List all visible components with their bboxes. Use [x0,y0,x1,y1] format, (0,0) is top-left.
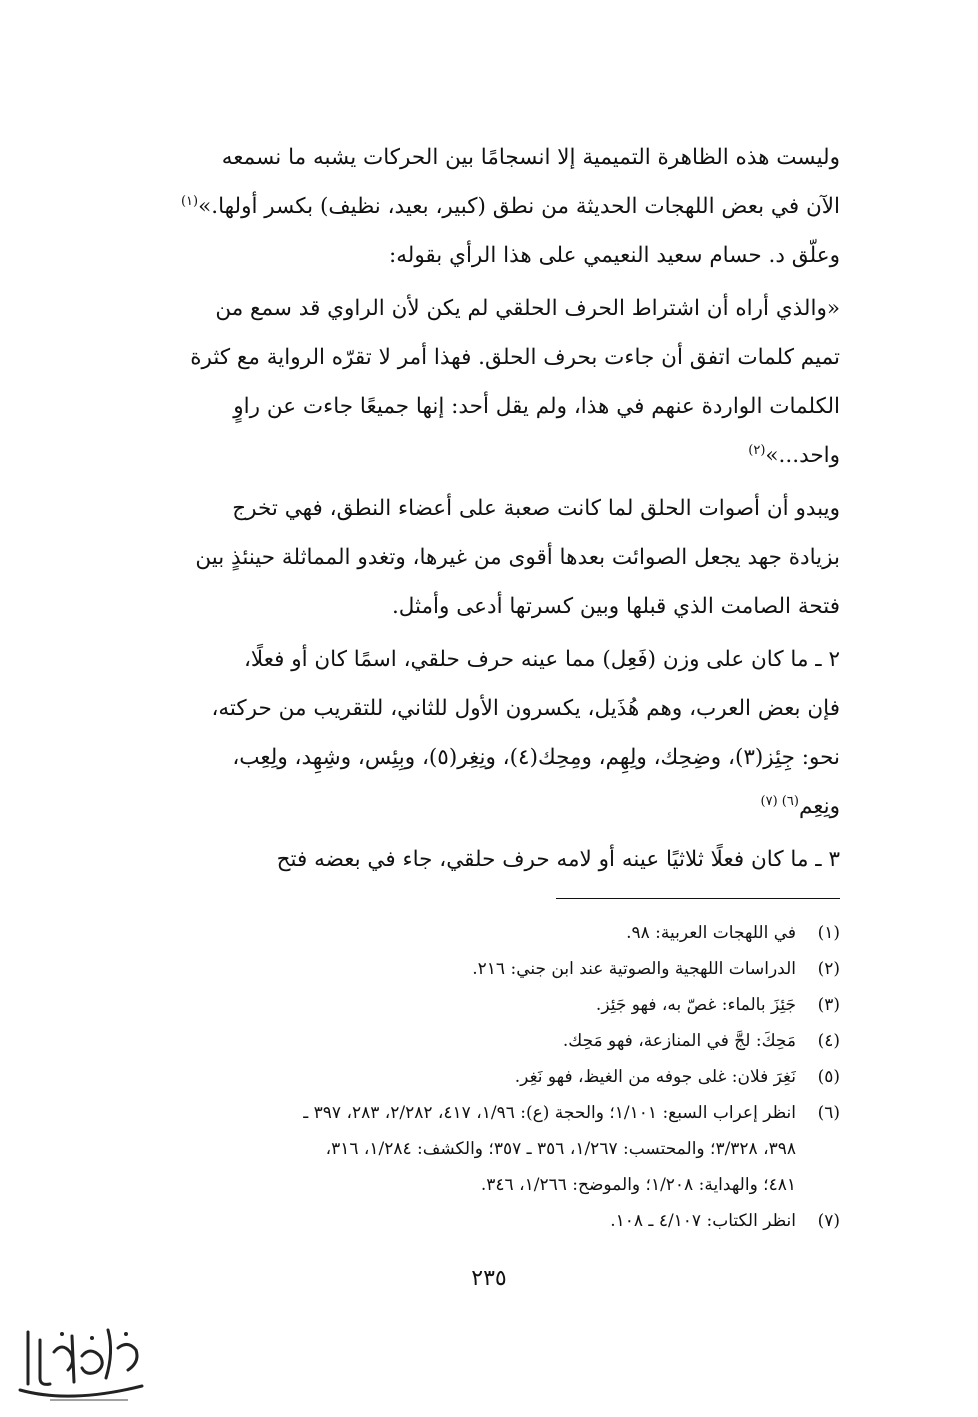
footnote-ref-2: (٢) [748,442,766,458]
footnote-number: (٢) [817,959,840,979]
footnote-5 [118,1059,840,1095]
footnote-ref-6-7: (٦) (٧) [760,793,799,809]
paragraph-3-quote [118,284,840,480]
text-line: الآن في بعض اللهجات الحديثة من نطق (كبير، بعيد، نظيف) بكسر أولها.»$^{(١)}$ [180,193,840,219]
text-line: بزيادة جهد يجعل الصوائت بعدها أقوى من غيرها، وتغدو المماثلة حينئذٍ بين [195,545,840,570]
footnote-number: (٦) [817,1103,840,1123]
text-line: ونِعِم$^{(٦) (٧)}$ [760,793,840,819]
footnote-number: (٣) [817,995,840,1015]
footnote-text: انظر إعراب السبع: ١/١٠١؛ والحجة (ع): ١/٩٦، ٤١٧، ٢/٢٨٢، ٢٨٣، ٣٩٧ ـ [303,1103,796,1123]
text-line: ويبدو أن أصوات الحلق لما كانت صعبة على أعضاء النطق، فهي تخرج [232,496,840,521]
text-line: فإن بعض العرب، وهم هُذَيل، يكسرون الأول للثاني، للتقريب من حركته، [211,696,840,721]
text-line: وليست هذه الظاهرة التميمية إلا انسجامًا بين الحركات يشبه ما نسمعه [221,145,840,170]
footnote-number: (٥) [817,1067,840,1087]
footnote-text: انظر الكتاب: ٤/١٠٧ ـ ١٠٨. [610,1211,796,1231]
footnote-number: (٧) [817,1211,840,1231]
paragraph-6 [118,684,840,831]
footnote-text: مَحِكَ: لجَّ في المنازعة، فهو مَحِك. [562,1031,796,1051]
text-line: «والذي أراه أن اشتراط الحرف الحلقي لم يكن لأن الراوي قد سمع من [215,296,840,321]
footnote-text: ٤٨١؛ والهداية: ١/٢٠٨؛ والموضح: ١/٢٦٦، ٣٤٦. [480,1175,796,1195]
footnote-number: (٤) [817,1031,840,1051]
calligraphy-icon [10,1312,150,1408]
text-line: فتحة الصامت الذي قبلها وبين كسرتها أدعى وأمثل. [391,594,840,619]
footnotes [118,915,840,1239]
paragraph-1 [118,133,840,231]
footnote-6 [118,1095,840,1203]
text-line: وعلّق د. حسام سعيد النعيمي على هذا الرأي بقوله: [389,243,840,268]
footnote-text: الدراسات اللهجية والصوتية عند ابن جني: ٢١٦. [472,959,796,979]
footnote-text: نَغِرَ فلان: غلى جوفه من الغيظ، فهو نَغِر. [514,1067,796,1087]
text-line: الكلمات الواردة عنهم في هذا، ولم يقل أحد: إنها جميعًا جاءت عن راوٍ [233,394,840,419]
footnote-text: في اللهجات العربية: ٩٨. [626,923,796,943]
page-number: ٢٣٥ [471,1266,507,1291]
text-line: تميم كلمات اتفق أن جاءت بحرف الحلق. فهذا أمر لا تقرّه الرواية مع كثرة [190,345,840,370]
paragraph-4 [118,484,840,631]
footnote-ref-1: (١) [180,193,199,209]
text-line: واحد...»$^{(٢)}$ [748,442,840,468]
footnote-1 [118,915,840,951]
footnote-number: (١) [817,923,840,943]
text-line: ٢ ـ ما كان على وزن (فَعِل) مما عينه حرف حلقي، اسمًا كان أو فعلًا، [243,647,840,672]
main-text [118,133,840,884]
footnote-7 [118,1203,840,1239]
text-line: ٣ ـ ما كان فعلًا ثلاثيًا عينه أو لامه حرف حلقي، جاء في بعضه فتح [276,847,840,872]
calligraphy-stamp-logo [10,1312,150,1408]
paragraph-5 [118,635,840,684]
footnote-text: جَئِزَ بالماء: غصّ به، فهو جَئِز. [595,995,796,1015]
footnote-4 [118,1023,840,1059]
paragraph-2 [118,231,840,280]
footnote-text: ٣٩٨، ٣/٣٢٨؛ والمحتسب: ١/٢٦٧، ٣٥٦ ـ ٣٥٧؛ والكشف: ١/٢٨٤، ٣١٦، [325,1139,796,1159]
footnote-2 [118,951,840,987]
paragraph-7 [118,835,840,884]
footnote-separator [556,898,840,899]
footnote-3 [118,987,840,1023]
text-line: نحو: جِئِز(٣)، وضِحِك، ولِهِم، ومِحِك(٤)، ونِغِر(٥)، وبِئِس، وشِهِد، ولِعِب، [232,745,840,770]
